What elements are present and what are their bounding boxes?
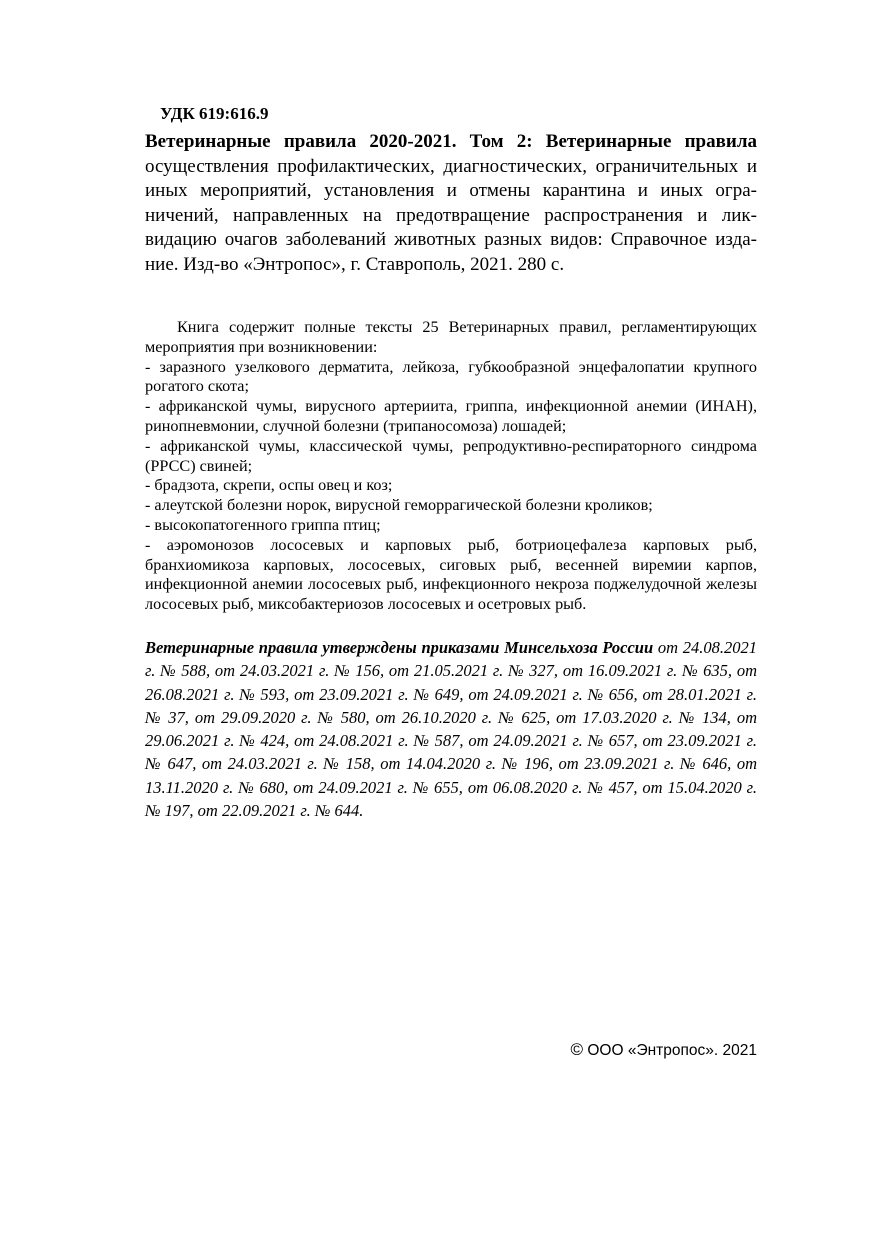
approval-order-list: от 24.08.2021 г. № 588, от 24.03.2021 г. № 156, от 21.05.2021 г. № 327, от 16.09.2021 г. № 635, от 26.08.2021 г. № 593, от 23.09.2021 г. № 649, от 24.09.2021 г. № 656, от 28.01.2021 г. № 37, от 29.09.2020 г. № 580, от 26.10.2020 г. № 625, от 17.03.2020 г. № 134, от 29.06.2021 г. № 424, от 24.08.2021 г. № 587, от 24.09.2021 г. № 657, от 23.09.2021 г. № 647, от 24.03.2021 г. № 158, от 14.04.2020 г. № 196, от 23.09.2021 г. № 646, от 13.11.2020 г. № 680, от 24.09.2021 г. № 655, от 06.08.2020 г. № 457, от 15.04.2020 г. № 197, от 22.09.2021 г. № 644.	[145, 638, 758, 821]
book-title: Ветеринарные правила 2020-2021. Том 2: Ветеринарные правила	[145, 131, 757, 152]
annotation-item: - африканской чумы, классической чумы, репродуктивно-респираторного синдрома (РРСС) свиней;	[145, 436, 757, 475]
annotation-item: - брадзота, скрепи, оспы овец и коз;	[145, 476, 393, 495]
bibliographic-record	[145, 130, 757, 278]
udc-code: УДК 619:616.9	[160, 104, 269, 123]
annotation-item: - заразного узелкового дерматита, лейкоза, губкообразной энцефалопатии крупного рогатого скота;	[145, 357, 757, 396]
book-description: осуществления профилактических, диагностических, ограничительных и иных мероприятий, установления и отмены карантина и иных ограничений, направленных на предотвращение распространения и ликвидацию очагов заболеваний животных разных видов: Справочное издание. Изд-во «Энтропос», г. Ставрополь, 2021. 280 с.	[145, 155, 757, 275]
copyright-symbol: ©	[570, 1040, 584, 1059]
approval-orders	[145, 636, 757, 822]
annotation-item: - аэромонозов лососевых и карповых рыб, ботриоцефалеза карповых рыб, бранхиомикоза карповых, лососевых, сиговых рыб, весенней виремии карпов, инфекционной анемии лососевых рыб, инфекционного некроза поджелудочной железы лососевых рыб, миксобактериозов лососевых и осетровых рыб.	[145, 535, 757, 614]
copyright-notice	[545, 1040, 757, 1061]
annotation-item: - африканской чумы, вирусного артериита, гриппа, инфекционной анемии (ИНАН), ринопневмонии, случной болезни (трипаносомоза) лошадей;	[145, 397, 757, 435]
annotation-item: - алеутской болезни норок, вирусной геморрагической болезни кроликов;	[145, 496, 653, 515]
copyright-text: ООО «Энтропос». 2021	[587, 1042, 757, 1059]
annotation	[145, 318, 757, 615]
annotation-item: - высокопатогенного гриппа птиц;	[145, 515, 381, 534]
annotation-intro: Книга содержит полные тексты 25 Ветеринарных правил, регламентирующих мероприятия при возникновении:	[145, 318, 757, 356]
approval-heading: Ветеринарные правила утверждены приказами Минсельхоза России	[145, 638, 654, 657]
